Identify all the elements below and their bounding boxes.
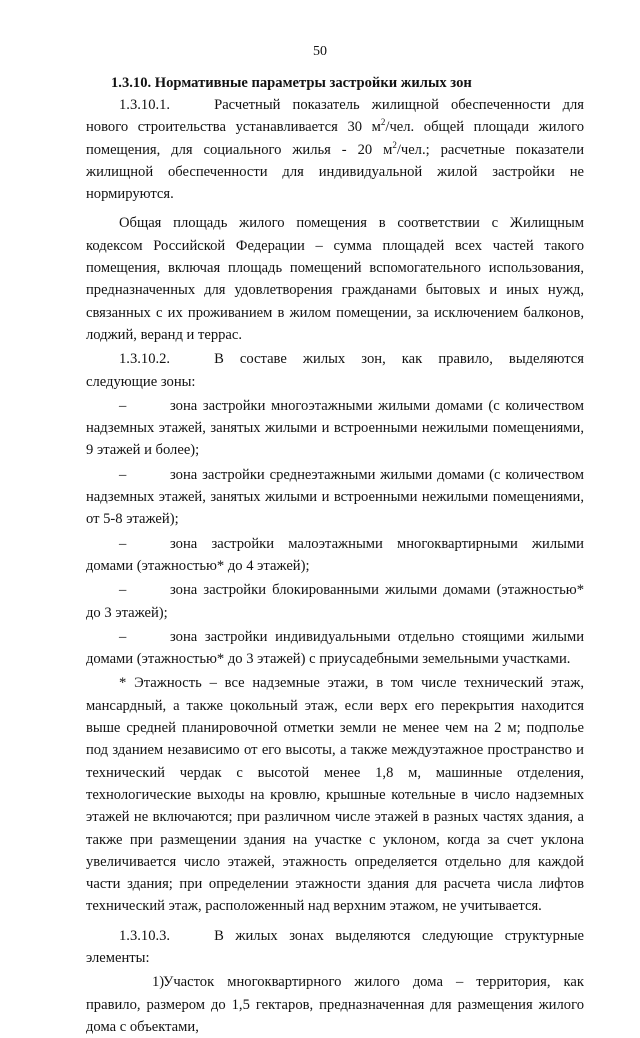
paragraph-text: /чел.; расчетные показатели жилищной обеспеченности для индивидуальной жилой застройки не нормируются. bbox=[86, 141, 584, 203]
item-number: 1) bbox=[152, 974, 165, 991]
paragraph-text: Расчетный показатель жилищной обеспеченности для нового строительства устанавливается 30 м bbox=[86, 97, 584, 136]
superscript: 2 bbox=[380, 117, 386, 128]
list-item-text: зона застройки среднеэтажными жилыми домами (с количеством надземных этажей, занятых жилыми и встроенными нежилыми помещениями, от 5-8 этажей); bbox=[86, 466, 584, 528]
paragraph-number: 1.3.10.3. bbox=[119, 927, 171, 944]
structural-element-item-1 bbox=[86, 971, 584, 1038]
paragraph-text: /чел. общей площади жилого помещения, для социального жилья - 20 м bbox=[86, 119, 584, 158]
paragraph-1-3-10-2 bbox=[86, 348, 584, 393]
dash-bullet: – bbox=[119, 582, 127, 599]
paragraph-number: 1.3.10.1. bbox=[119, 97, 171, 113]
dash-bullet: – bbox=[119, 535, 127, 552]
section-heading: 1.3.10. Нормативные параметры застройки жилых зон bbox=[111, 75, 472, 91]
zone-list-item bbox=[86, 626, 584, 671]
list-item-text: зона застройки блокированными жилыми домами (этажностью* до 3 этажей); bbox=[86, 582, 584, 621]
zone-list-item bbox=[86, 533, 584, 578]
dash-bullet: – bbox=[119, 397, 127, 414]
dash-bullet: – bbox=[119, 466, 127, 483]
paragraph-text: В составе жилых зон, как правило, выделяются следующие зоны: bbox=[86, 351, 584, 390]
list-item-text: зона застройки многоэтажными жилыми домами (с количеством надземных этажей, занятых жилыми и встроенными нежилыми помещениями, 9 этажей и более); bbox=[86, 397, 584, 459]
dash-bullet: – bbox=[119, 628, 127, 645]
zone-list-item bbox=[86, 464, 584, 531]
paragraph-number: 1.3.10.2. bbox=[119, 351, 171, 368]
list-item-text: зона застройки индивидуальными отдельно стоящими жилыми домами (этажностью* до 3 этажей) с приусадебными земельными участками. bbox=[86, 628, 584, 668]
list-item-text: Участок многоквартирного жилого дома – территория, как правило, размером до 1,5 гектаров, предназначенная для размещения жилого дома с объектами, bbox=[86, 974, 584, 1035]
list-item-text: зона застройки малоэтажными многоквартирными жилыми домами (этажностью* до 4 этажей); bbox=[86, 535, 584, 574]
zone-list-item bbox=[86, 579, 584, 624]
page-content bbox=[86, 72, 584, 1038]
footnote-storeys-definition: * Этажность – все надземные этажи, в том числе технический этаж, мансардный, а также цокольный этаж, если верх его перекрытия находится выше средней планировочной отметки земли не менее чем на 2 м; подполье под зданием независимо от его высоты, а также междуэтажное пространство и технический чердак с высотой менее 1,8 м, машинные отделения, технологические выходы на кровлю, крышные котельные в число надземных этажей не включаются; при различном числе этажей в разных частях здания, а также при размещении здания на участке с уклоном, когда за счет уклона увеличивается число этажей, этажность определяется отдельно для каждой части здания; при определении этажности здания для расчета числа лифтов технический этаж, расположенный над верхним этажом, не учитывается. bbox=[86, 675, 584, 915]
paragraph-text: В жилых зонах выделяются следующие структурные элементы: bbox=[86, 927, 584, 966]
zone-list-item bbox=[86, 395, 584, 462]
page-number: 50 bbox=[313, 44, 327, 59]
paragraph-1-3-10-3 bbox=[86, 925, 584, 970]
paragraph-1-3-10-1 bbox=[86, 94, 584, 205]
superscript: 2 bbox=[392, 139, 397, 150]
paragraph-living-area-definition: Общая площадь жилого помещения в соответствии с Жилищным кодексом Российской Федерации – сумма площадей всех частей такого помещения, включая площадь помещений вспомогательного использования, предназначенных для удовлетворения гражданами бытовых и иных нужд, связанных с их проживанием в жилом помещении, за исключением балконов, лоджий, веранд и террас. bbox=[86, 215, 584, 343]
